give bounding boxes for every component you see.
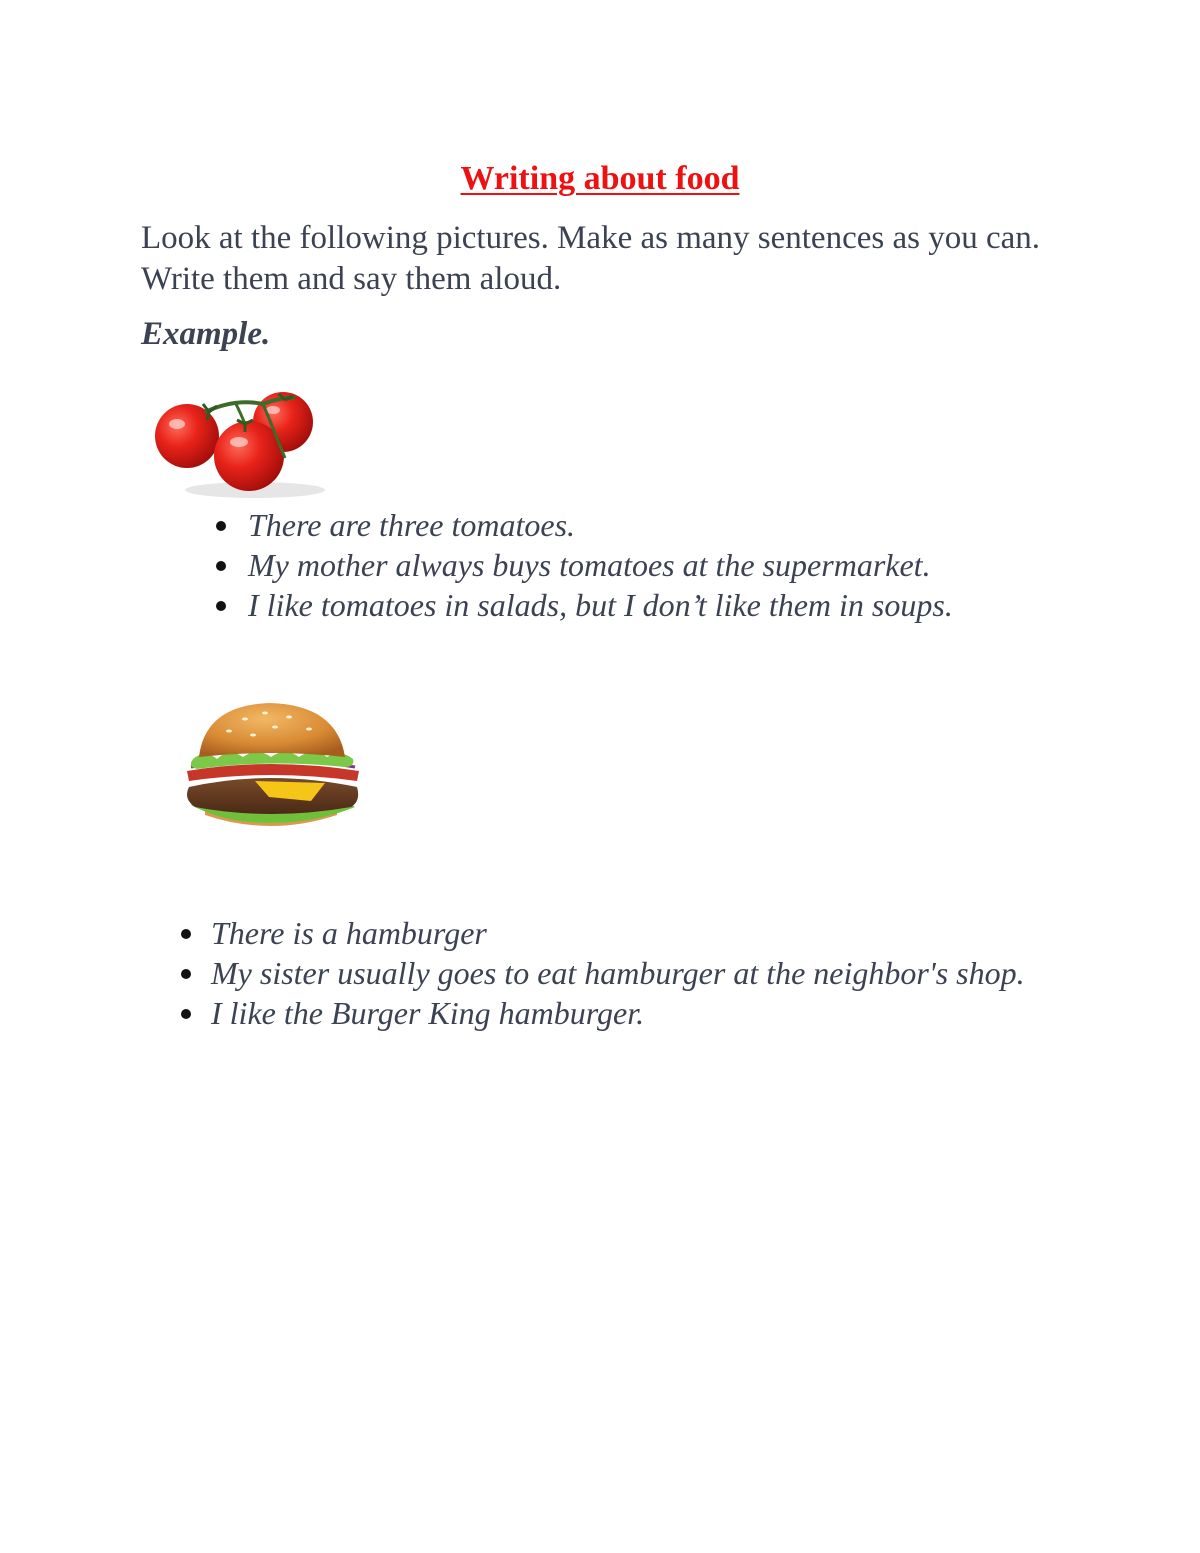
sentence-text: There is a hamburger: [211, 915, 487, 951]
page-title: Writing about food: [460, 160, 740, 197]
list-item: [211, 913, 1051, 953]
hamburger-image: [165, 697, 375, 837]
tomatoes-image: [145, 378, 325, 503]
bullet-icon: [216, 521, 226, 531]
sentence-text: There are three tomatoes.: [248, 507, 576, 543]
bullet-icon: [181, 929, 191, 939]
list-item: [211, 993, 1051, 1033]
list-item: [248, 545, 1108, 585]
list-item: [248, 505, 1108, 545]
sentence-text: My mother always buys tomatoes at the supermarket.: [248, 547, 931, 583]
tomato-sentences-list: [248, 505, 1108, 625]
sentence-text: I like the Burger King hamburger.: [211, 995, 645, 1031]
sentence-text: I like tomatoes in salads, but I don’t like them in soups.: [248, 587, 953, 623]
bullet-icon: [216, 561, 226, 571]
bullet-icon: [181, 969, 191, 979]
sentence-text: My sister usually goes to eat hamburger at the neighbor's shop.: [211, 955, 1025, 991]
list-item: [211, 953, 1051, 993]
example-label: Example.: [141, 316, 271, 352]
bullet-icon: [216, 601, 226, 611]
instructions-text: Look at the following pictures. Make as many sentences as you can. Write them and say them aloud.: [141, 220, 1040, 297]
bullet-icon: [181, 1009, 191, 1019]
hamburger-sentences-list: [211, 913, 1051, 1033]
list-item: [248, 585, 1108, 625]
